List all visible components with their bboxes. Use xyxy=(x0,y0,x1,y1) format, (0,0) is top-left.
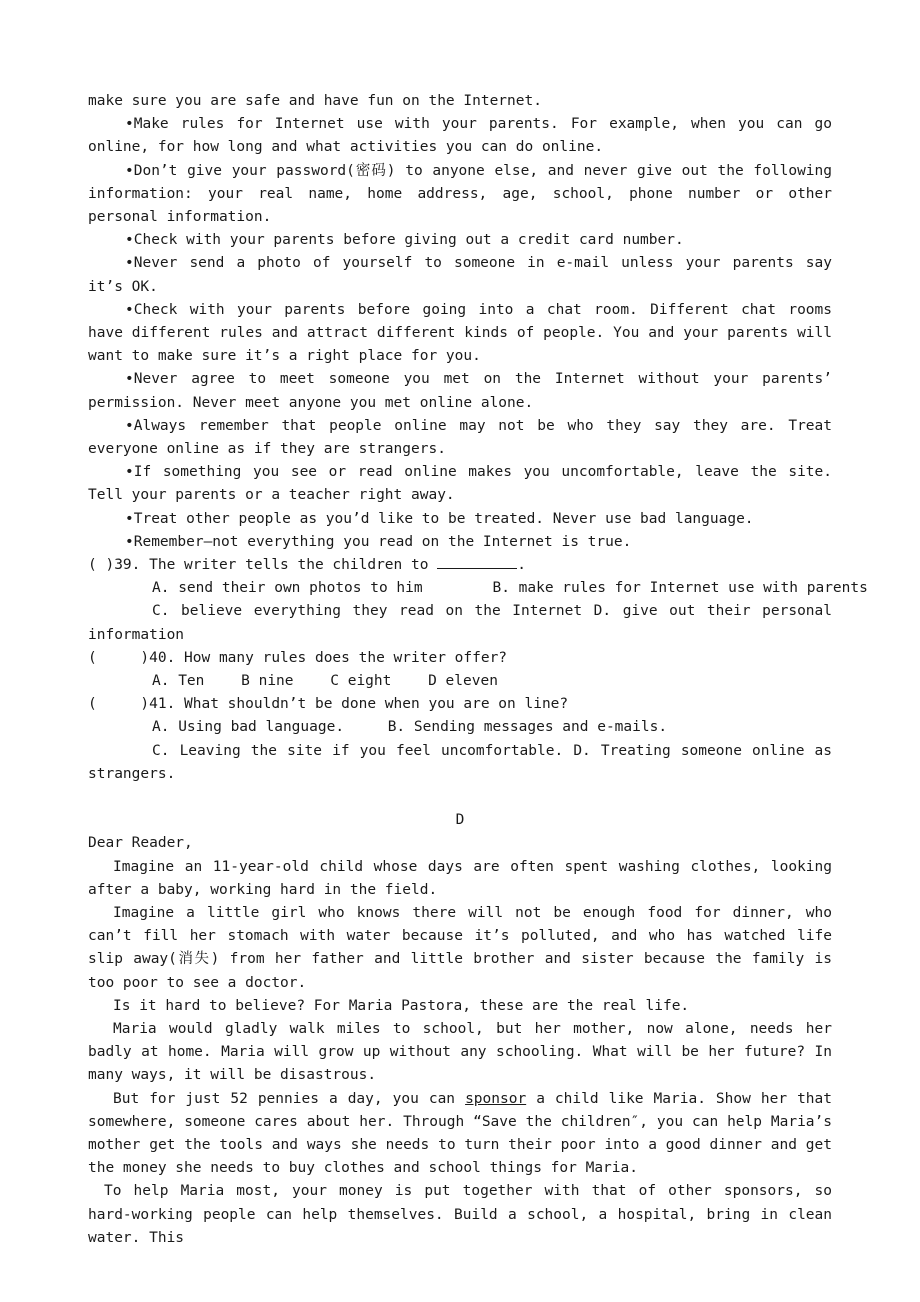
question-39-options-cd: C. believe everything they read on the Internet D. give out their personal information xyxy=(88,603,832,643)
question-39 xyxy=(88,554,832,577)
sponsor-paragraph xyxy=(88,1088,832,1181)
letter-salutation: Dear Reader, xyxy=(88,835,193,852)
rule-bullet: •If something you see or read online makes you uncomfortable, leave the site. Tell your parents or a teacher right away. xyxy=(88,464,832,504)
rule-bullet: •Make rules for Internet use with your parents. For example, when you can go online, for how long and what activities you can do online. xyxy=(88,116,832,156)
option-a: A. Ten xyxy=(152,673,205,690)
option-c: C eight xyxy=(330,673,392,690)
rule-bullet: •Never agree to meet someone you met on the Internet without your parents’ permission. Never meet anyone you met online alone. xyxy=(88,371,832,411)
question-40-options xyxy=(88,670,832,693)
option-d: D eleven xyxy=(428,673,498,690)
document-page xyxy=(88,90,868,1250)
rule-bullet: •Remember—not everything you read on the Internet is true. xyxy=(125,533,632,550)
option-b: B nine xyxy=(241,673,294,690)
letter-paragraph: Is it hard to believe? For Maria Pastora, these are the real life. xyxy=(113,997,690,1014)
sponsor-text-before: But for just 52 pennies a day, you can xyxy=(113,1090,466,1107)
letter-paragraph: Maria would gladly walk miles to school, but her mother, now alone, needs her badly at home. Maria will grow up without any schooling. What will be her future? In many ways, it will be disastrous. xyxy=(88,1020,832,1084)
rule-bullet: •Never send a photo of yourself to someone in e-mail unless your parents say it’s OK. xyxy=(88,255,832,295)
question-39-end: . xyxy=(517,557,526,574)
rule-bullet: •Don’t give your password(密码) to anyone else, and never give out the following information: your real name, home address, age, school, phone number or other personal information. xyxy=(88,162,832,226)
letter-paragraph: Imagine a little girl who knows there will not be enough food for dinner, who can’t fill her stomach with water because it’s polluted, and who has watched life slip away(消失) from her father and little brother and sister because the family is too poor to see a doctor. xyxy=(88,904,832,991)
sponsor-text-after: a child like Maria. Show her that somewhere, someone cares about her. Through “Save the children″, you can help Maria’s mother get the tools and ways she needs to turn their poor into a good dinner and get the money she needs to buy clothes and school things for Maria. xyxy=(88,1090,832,1177)
letter-paragraph: Imagine an 11-year-old child whose days are often spent washing clothes, looking after a baby, working hard in the field. xyxy=(88,858,832,898)
underlined-word: sponsor xyxy=(465,1090,527,1107)
question-39-stem: ( )39. The writer tells the children to xyxy=(88,557,429,574)
letter-paragraph: To help Maria most, your money is put together with that of other sponsors, so hard-working people can help themselves. Build a school, a hospital, bring in clean water. This xyxy=(88,1183,832,1246)
question-41-options-cd: C. Leaving the site if you feel uncomfortable. D. Treating someone online as strangers. xyxy=(88,742,832,782)
question-39-options-ab: A. send their own photos to him B. make rules for Internet use with parents xyxy=(152,580,868,597)
rule-bullet: •Treat other people as you’d like to be treated. Never use bad language. xyxy=(125,510,754,527)
question-40: ( )40. How many rules does the writer offer? xyxy=(88,649,508,666)
rule-bullet: •Check with your parents before going into a chat room. Different chat rooms have different rules and attract different kinds of people. You and your parents will want to make sure it’s a right place for you. xyxy=(88,301,832,365)
intro-tail: make sure you are safe and have fun on the Internet. xyxy=(88,93,542,109)
question-41-options-ab: A. Using bad language. B. Sending messages and e-mails. xyxy=(152,719,668,736)
rule-bullet: •Check with your parents before giving out a credit card number. xyxy=(125,232,684,249)
question-41: ( )41. What shouldn’t be done when you are on line? xyxy=(88,696,569,713)
section-heading: D xyxy=(455,812,465,829)
answer-blank xyxy=(437,554,517,569)
rule-bullet: •Always remember that people online may not be who they say they are. Treat everyone online as if they are strangers. xyxy=(88,417,832,458)
